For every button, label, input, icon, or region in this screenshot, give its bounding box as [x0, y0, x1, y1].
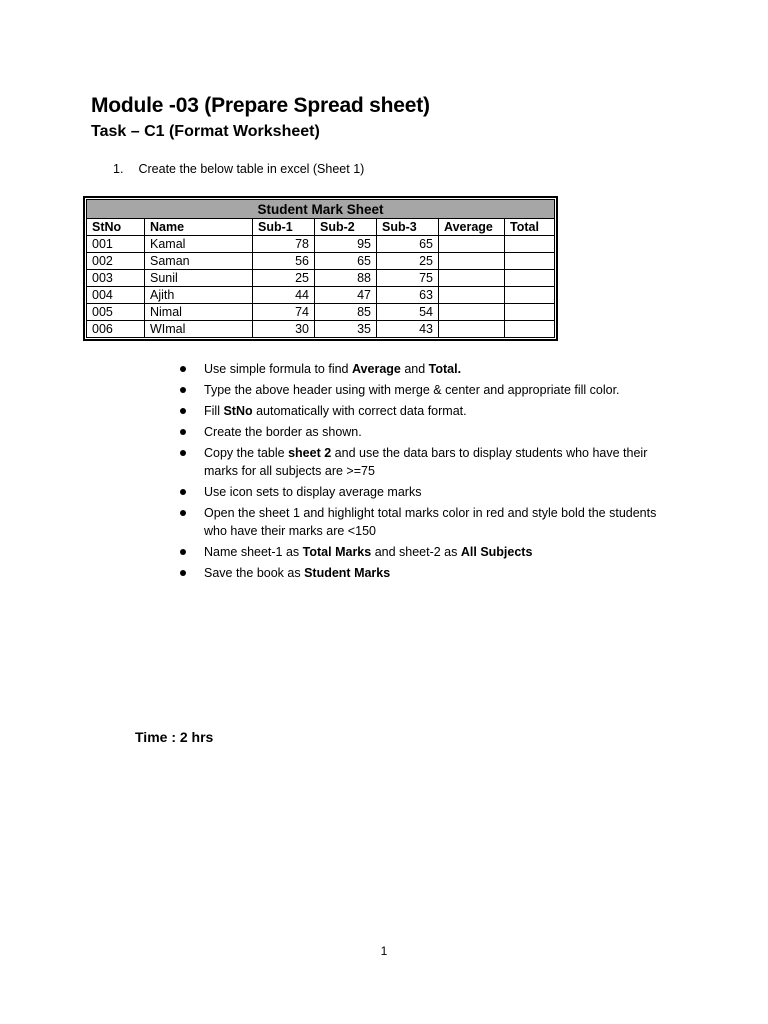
- table-cell: 54: [377, 304, 439, 321]
- bullet-icon: [180, 570, 186, 576]
- instruction-bold-text: Average: [351, 362, 401, 376]
- table-cell: 35: [315, 321, 377, 338]
- table-row: [87, 321, 555, 338]
- instruction-text: Save the book as: [204, 566, 305, 580]
- time-label: Time : 2 hrs: [135, 729, 214, 745]
- table-row: [87, 304, 555, 321]
- table-row: [87, 287, 555, 304]
- column-header: Name: [145, 219, 253, 236]
- column-header: Average: [439, 219, 505, 236]
- table-cell: [505, 321, 555, 338]
- table-cell: Ajith: [145, 287, 253, 304]
- table-cell: 56: [253, 253, 315, 270]
- column-header: Sub-1: [253, 219, 315, 236]
- page-title: Module -03 (Prepare Spread sheet): [91, 94, 430, 117]
- instruction-item: [178, 381, 678, 399]
- table-header: Student Mark Sheet: [87, 200, 555, 219]
- instruction-bold-text: Total.: [428, 362, 462, 376]
- table-cell: 001: [87, 236, 145, 253]
- table-cell: [505, 253, 555, 270]
- instruction-item: [178, 543, 678, 561]
- table-cell: 44: [253, 287, 315, 304]
- table-cell: 006: [87, 321, 145, 338]
- table-cell: [439, 287, 505, 304]
- instruction-bold-text: sheet 2: [288, 446, 332, 460]
- bullet-icon: [180, 408, 186, 414]
- instruction-text: automatically with correct data format.: [252, 404, 467, 418]
- table-cell: 25: [253, 270, 315, 287]
- table-cell: 63: [377, 287, 439, 304]
- table-cell: 65: [315, 253, 377, 270]
- instruction-text: Use icon sets to display average marks: [204, 485, 422, 499]
- table-row: [87, 236, 555, 253]
- table-cell: 43: [377, 321, 439, 338]
- instruction-bold-text: StNo: [223, 404, 253, 418]
- table-cell: Nimal: [145, 304, 253, 321]
- table-cell: [505, 287, 555, 304]
- table-cell: 002: [87, 253, 145, 270]
- instruction-text: and use the data bars to display students who have their marks for all subjects are >=75: [204, 446, 648, 478]
- student-mark-sheet: [83, 196, 558, 341]
- table-cell: 47: [315, 287, 377, 304]
- table-cell: 30: [253, 321, 315, 338]
- table-cell: [439, 321, 505, 338]
- instruction-item: [178, 402, 678, 420]
- instruction-bold-text: Total Marks: [302, 545, 372, 559]
- table-cell: [505, 270, 555, 287]
- instruction-item: [178, 444, 678, 480]
- table-row: [87, 270, 555, 287]
- table-row: [87, 253, 555, 270]
- step-number: 1.: [113, 162, 124, 176]
- table-cell: 75: [377, 270, 439, 287]
- table-cell: Sunil: [145, 270, 253, 287]
- column-header: Total: [505, 219, 555, 236]
- table-cell: Kamal: [145, 236, 253, 253]
- instruction-text: Fill: [204, 404, 224, 418]
- instruction-item: [178, 423, 678, 441]
- instruction-text: Open the sheet 1 and highlight total marks color in red and style bold the students who have their marks are <150: [204, 506, 657, 538]
- instruction-text: Use simple formula to find: [204, 362, 352, 376]
- instruction-item: [178, 483, 678, 501]
- table-cell: 004: [87, 287, 145, 304]
- instruction-item: [178, 504, 678, 540]
- table-cell: Saman: [145, 253, 253, 270]
- column-header: Sub-2: [315, 219, 377, 236]
- page-subtitle: Task – C1 (Format Worksheet): [91, 123, 320, 140]
- table-cell: WImal: [145, 321, 253, 338]
- table-cell: 005: [87, 304, 145, 321]
- table-cell: [439, 253, 505, 270]
- instruction-text: Type the above header using with merge & center and appropriate fill color.: [204, 383, 620, 397]
- table-cell: 003: [87, 270, 145, 287]
- instruction-bold-text: All Subjects: [460, 545, 533, 559]
- instruction-item: [178, 564, 678, 582]
- page-number: 1: [380, 944, 388, 958]
- instruction-text: and sheet-2 as: [371, 545, 461, 559]
- instruction-text: Name sheet-1 as: [204, 545, 303, 559]
- table-cell: 78: [253, 236, 315, 253]
- bullet-icon: [180, 489, 186, 495]
- bullet-icon: [180, 366, 186, 372]
- bullet-icon: [180, 387, 186, 393]
- column-header: Sub-3: [377, 219, 439, 236]
- instruction-text: Create the border as shown.: [204, 425, 362, 439]
- bullet-icon: [180, 549, 186, 555]
- table-cell: [505, 304, 555, 321]
- table-cell: 74: [253, 304, 315, 321]
- instruction-text: Copy the table: [204, 446, 289, 460]
- table-cell: 25: [377, 253, 439, 270]
- mark-table: [86, 199, 555, 338]
- table-cell: [439, 304, 505, 321]
- table-cell: [439, 236, 505, 253]
- column-header: StNo: [87, 219, 145, 236]
- instruction-list: [178, 360, 678, 585]
- step-text: Create the below table in excel (Sheet 1): [138, 162, 365, 176]
- bullet-icon: [180, 429, 186, 435]
- instruction-text: and: [400, 362, 429, 376]
- instruction-bold-text: Student Marks: [304, 566, 391, 580]
- table-cell: [439, 270, 505, 287]
- bullet-icon: [180, 510, 186, 516]
- table-cell: 85: [315, 304, 377, 321]
- table-cell: 88: [315, 270, 377, 287]
- table-cell: 65: [377, 236, 439, 253]
- table-cell: 95: [315, 236, 377, 253]
- bullet-icon: [180, 450, 186, 456]
- instruction-item: [178, 360, 678, 378]
- step-item: [113, 162, 364, 176]
- table-cell: [505, 236, 555, 253]
